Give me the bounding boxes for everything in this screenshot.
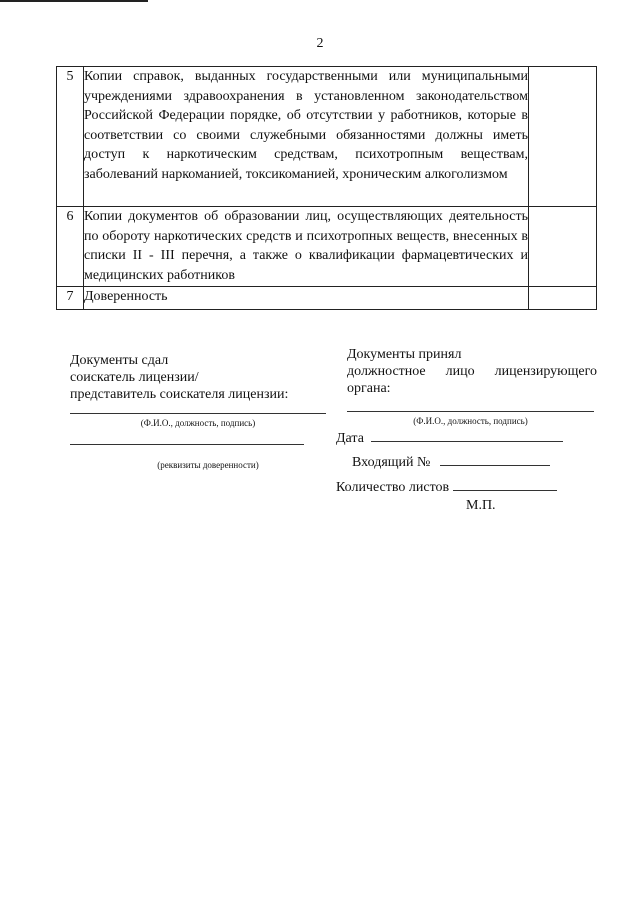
sheets-blank — [453, 478, 557, 491]
receiver-line3: органа: — [347, 381, 391, 396]
row-empty-cell — [529, 67, 597, 207]
receiver-line1: Документы принял — [347, 347, 462, 362]
row-text: Копии справок, выданных государственными или муниципальными учреждениями здравоохранения в установленном законодательством Российской Федерации порядке, об отсутствии у работников, которые в соответствии со своими служебными обязанностями должны иметь доступ к наркотическим средствам, психотропным веществам, заболеваний наркоманией, токсикоманией, хроническим алкоголизмом — [84, 67, 529, 207]
sheets-label: Количество листов — [336, 480, 450, 495]
proxy-details-caption: (реквизиты доверенности) — [157, 460, 259, 470]
documents-table — [56, 66, 597, 310]
row-empty-cell — [529, 207, 597, 287]
row-text: Доверенность — [84, 287, 529, 310]
receiver-block — [347, 346, 597, 397]
stamp-label: М.П. — [466, 498, 496, 513]
date-blank — [371, 429, 563, 442]
incoming-blank — [440, 453, 550, 466]
top-left-rule — [0, 0, 148, 2]
table-row — [57, 287, 597, 310]
sheets-field — [336, 478, 557, 496]
table-row — [57, 67, 597, 207]
row-text: Копии документов об образовании лиц, осуществляющих деятельность по обороту наркотических средств и психотропных веществ, внесенных в списки II - III перечня, а также о квалификации фармацевтических и медицинских работников — [84, 207, 529, 287]
page-number: 2 — [316, 36, 324, 51]
submitter-block — [70, 352, 340, 403]
proxy-details-line — [70, 444, 304, 445]
receiver-fio-caption: (Ф.И.О., должность, подпись) — [413, 416, 528, 426]
submitter-line3: представитель соискателя лицензии: — [70, 387, 289, 402]
incoming-field — [352, 453, 550, 471]
row-number: 7 — [57, 287, 84, 310]
submitter-line1: Документы сдал — [70, 353, 169, 368]
submitter-signature-line — [70, 413, 326, 414]
incoming-label: Входящий № — [352, 455, 431, 470]
submitter-line2: соискатель лицензии/ — [70, 370, 199, 385]
row-number: 5 — [57, 67, 84, 207]
table-row — [57, 207, 597, 287]
receiver-signature-line — [347, 411, 594, 412]
date-field — [336, 429, 563, 447]
receiver-line2: должностное лицо лицензирующего — [347, 364, 597, 379]
row-number: 6 — [57, 207, 84, 287]
row-empty-cell — [529, 287, 597, 310]
date-label: Дата — [336, 431, 364, 446]
submitter-fio-caption: (Ф.И.О., должность, подпись) — [140, 418, 256, 428]
